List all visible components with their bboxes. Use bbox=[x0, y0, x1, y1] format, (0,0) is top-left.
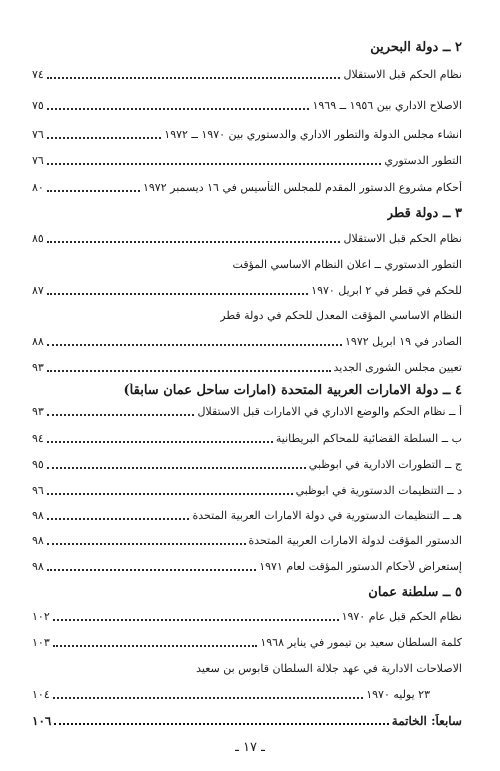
entry-title: نظام الحكم قبل الاستقلال bbox=[343, 68, 462, 81]
page-number: ٨٥ bbox=[32, 232, 44, 245]
page-number: ٧٥ bbox=[32, 99, 44, 112]
page-number: ٩٨ bbox=[32, 509, 44, 522]
toc-entry bbox=[32, 68, 462, 81]
entry-title: ب ــ السلطة القضائية للمحاكم البريطانية bbox=[275, 432, 462, 445]
toc-entry bbox=[32, 432, 462, 445]
page-number: ٧٤ bbox=[32, 68, 44, 81]
toc-entry bbox=[32, 361, 462, 374]
toc-entry bbox=[32, 610, 462, 623]
entry-title: ٣ ــ دولة قطر bbox=[386, 206, 462, 221]
entry-title: الاصلاح الاداري بين ١٩٥٦ ــ ١٩٦٩ bbox=[312, 99, 462, 112]
toc-entry bbox=[32, 232, 462, 245]
section-heading bbox=[32, 383, 462, 398]
dot-leader bbox=[53, 697, 363, 699]
toc-entry bbox=[32, 335, 462, 348]
entry-title: ج ــ التطورات الادارية في ابوظبي bbox=[308, 458, 462, 471]
entry-title: نظام الحكم قبل عام ١٩٧٠ bbox=[341, 610, 462, 623]
entry-title: إستعراض لأحكام الدستور المؤقت لعام ١٩٧١ bbox=[259, 560, 462, 573]
section-heading bbox=[32, 40, 462, 55]
entry-title: ٤ ــ دولة الامارات العربية المتحدة (امارات ساحل عمان سابقاً) bbox=[123, 383, 462, 398]
page-number: ٩٨ bbox=[32, 534, 44, 547]
dot-leader bbox=[47, 163, 382, 165]
section-heading bbox=[32, 585, 462, 600]
dot-leader bbox=[47, 441, 273, 443]
page-number: ٩٣ bbox=[32, 405, 44, 418]
entry-title: التطور الدستوري ــ اعلان النظام الاساسي المؤقت bbox=[232, 258, 462, 271]
section-heading bbox=[32, 206, 462, 221]
dot-leader bbox=[47, 108, 310, 110]
dot-leader bbox=[47, 241, 341, 243]
entry-title: ٥ ــ سلطنة عمان bbox=[368, 585, 462, 600]
entry-title: ٢ ــ دولة البحرين bbox=[370, 40, 462, 55]
toc-entry bbox=[32, 560, 462, 573]
page-number: ٩٨ bbox=[32, 560, 44, 573]
page-number-footer: ـ ١٧ ـ bbox=[235, 740, 265, 755]
toc-final-entry bbox=[32, 714, 462, 728]
entry-title: ٢٣ يوليه ١٩٧٠ bbox=[366, 688, 430, 701]
toc-entry bbox=[32, 99, 462, 112]
toc-entry bbox=[32, 258, 462, 271]
entry-title: د ــ التنظيمات الدستورية في ابوظبي bbox=[295, 484, 462, 497]
dot-leader bbox=[47, 344, 342, 346]
toc-entry bbox=[32, 636, 462, 649]
entry-title: سابعاً: الخاتمة bbox=[391, 714, 462, 728]
entry-title: أحكام مشروع الدستور المقدم للمجلس التأسيس في ١٦ ديسمبر ١٩٧٢ bbox=[142, 181, 462, 194]
toc-entry bbox=[32, 458, 462, 471]
entry-title: للحكم في قطر في ٢ ابريل ١٩٧٠ bbox=[311, 284, 462, 297]
page-number: ٩٦ bbox=[32, 484, 44, 497]
dot-leader bbox=[54, 723, 388, 725]
toc-entry bbox=[32, 688, 430, 701]
entry-title: الاصلاحات الادارية في عهد جلالة السلطان قابوس بن سعيد bbox=[196, 662, 462, 675]
dot-leader bbox=[47, 414, 195, 416]
dot-leader bbox=[47, 518, 190, 520]
page-number: ١٠٣ bbox=[32, 636, 50, 649]
entry-title: التطور الدستوري bbox=[384, 154, 462, 167]
page-number: ٨٨ bbox=[32, 335, 44, 348]
toc-entry bbox=[32, 309, 462, 322]
entry-title: كلمة السلطان سعيد بن تيمور في يناير ١٩٦٨ bbox=[260, 636, 462, 649]
toc-entry bbox=[32, 662, 462, 675]
entry-title: نظام الحكم قبل الاستقلال bbox=[343, 232, 462, 245]
toc-entry bbox=[32, 284, 462, 297]
dot-leader bbox=[47, 569, 256, 571]
entry-title: الدستور المؤقت لدولة الامارات العربية المتحدة bbox=[248, 534, 462, 547]
page-number: ٧٦ bbox=[32, 128, 44, 141]
dot-leader bbox=[47, 493, 293, 495]
dot-leader bbox=[47, 543, 246, 545]
entry-title: النظام الاساسي المؤقت المعدل للحكم في دولة قطر bbox=[220, 309, 462, 322]
dot-leader bbox=[47, 293, 308, 295]
entry-title: أ ــ نظام الحكم والوضع الاداري في الامارات قبل الاستقلال bbox=[197, 405, 462, 418]
toc-entry bbox=[32, 484, 462, 497]
page-number: ٨٠ bbox=[32, 181, 44, 194]
entry-title: هـ ــ التنظيمات الدستورية في دولة الامارات العربية المتحدة bbox=[192, 509, 462, 522]
page-number: ٩٣ bbox=[32, 361, 44, 374]
dot-leader bbox=[47, 370, 331, 372]
page-number: ٩٤ bbox=[32, 432, 44, 445]
dot-leader bbox=[47, 467, 306, 469]
toc-entry bbox=[32, 405, 462, 418]
page-number: ١٠٢ bbox=[32, 610, 50, 623]
entry-title: تعيين مجلس الشورى الجديد bbox=[333, 361, 462, 374]
page-number: ٩٥ bbox=[32, 458, 44, 471]
toc-entry bbox=[32, 509, 462, 522]
toc-entry bbox=[32, 181, 462, 194]
page-number: ٨٧ bbox=[32, 284, 44, 297]
toc-entry bbox=[32, 154, 462, 167]
dot-leader bbox=[47, 190, 140, 192]
dot-leader bbox=[53, 645, 258, 647]
page-number: ١٠٦ bbox=[32, 714, 52, 728]
entry-title: انشاء مجلس الدولة والتطور الاداري والدستوري بين ١٩٧٠ ــ ١٩٧٢ bbox=[164, 128, 462, 141]
page-number: ٧٦ bbox=[32, 154, 44, 167]
toc-entry bbox=[32, 534, 462, 547]
dot-leader bbox=[53, 619, 339, 621]
dot-leader bbox=[47, 137, 161, 139]
toc-entry bbox=[32, 128, 462, 141]
entry-title: الصادر في ١٩ ابريل ١٩٧٢ bbox=[345, 335, 462, 348]
dot-leader bbox=[47, 77, 341, 79]
page-number: ١٠٤ bbox=[32, 688, 50, 701]
